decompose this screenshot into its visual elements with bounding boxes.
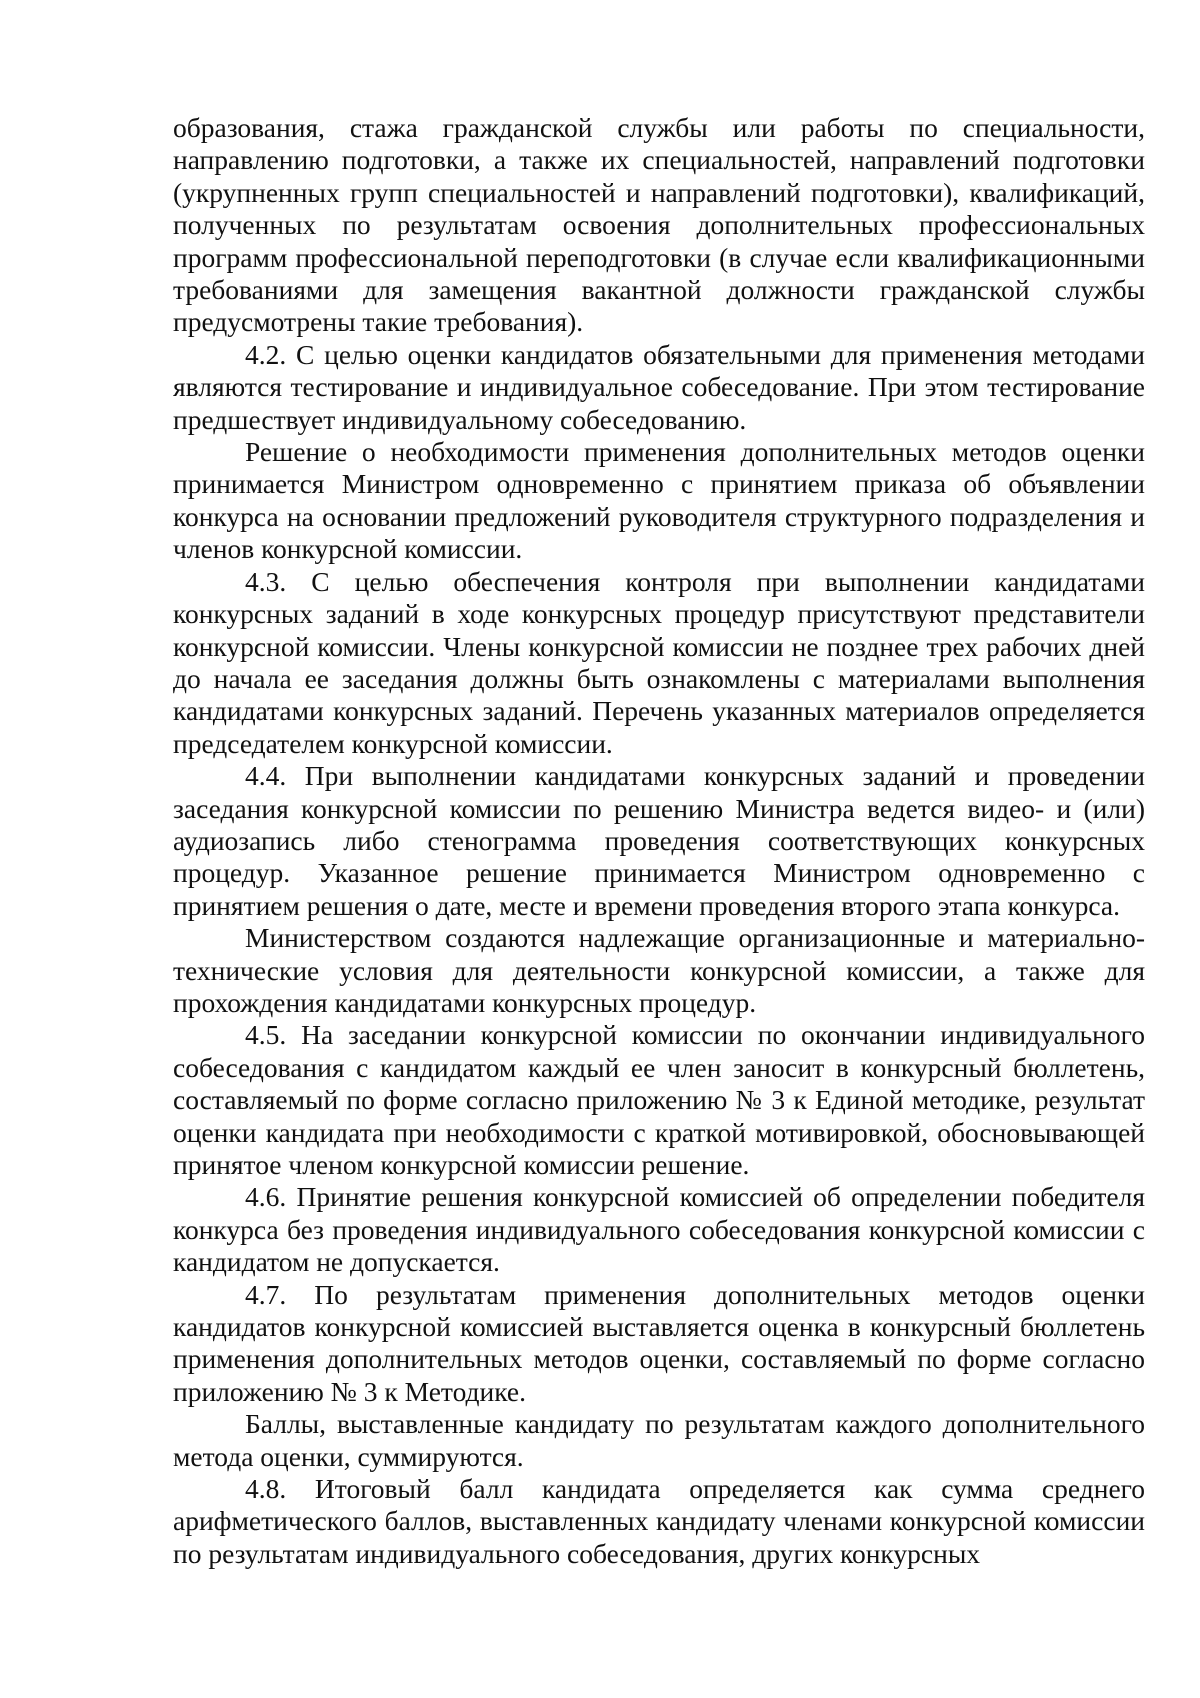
paragraph-4-7: 4.7. По результатам применения дополнительных методов оценки кандидатов конкурсной комиссией выставляется оценка в конкурсный бюллетень применения дополнительных методов оценки, составляемый по форме согласно приложению № 3 к Методике.: [173, 1278, 1145, 1407]
paragraph-4-3: 4.3. С целью обеспечения контроля при выполнении кандидатами конкурсных заданий в ходе конкурсных процедур присутствуют представители конкурсной комиссии. Члены конкурсной комиссии не позднее трех рабочих дней до начала ее заседания должны быть ознакомлены с материалами выполнения кандидатами конкурсных заданий. Перечень указанных материалов определяется председателем конкурсной комиссии.: [173, 565, 1145, 759]
paragraph-4-8: 4.8. Итоговый балл кандидата определяется как сумма среднего арифметического баллов, выставленных кандидату членами конкурсной комиссии по результатам индивидуального собеседования, других конкурсных: [173, 1473, 1145, 1569]
paragraph-4-4: 4.4. При выполнении кандидатами конкурсных заданий и проведении заседания конкурсной комиссии по решению Министра ведется видео- и (или) аудиозапись либо стенограмма проведения соответствующих конкурсных процедур. Указанное решение принимается Министром одновременно с принятием решения о дате, месте и времени проведения второго этапа конкурса.: [173, 760, 1145, 921]
paragraph-continuation: образования, стажа гражданской службы или работы по специальности, направлению подготовки, а также их специальностей, направлений подготовки (укрупненных групп специальностей и направлений подготовки), квалификаций, полученных по результатам освоения дополнительных профессиональных программ профессиональной переподготовки (в случае если квалификационными требованиями для замещения вакантной должности гражданской службы предусмотрены такие требования).: [173, 112, 1145, 338]
paragraph-ministry-conditions: Министерством создаются надлежащие организационные и материально-технические условия для деятельности конкурсной комиссии, а также для прохождения кандидатами конкурсных процедур.: [173, 922, 1145, 1018]
paragraph-4-5: 4.5. На заседании конкурсной комиссии по окончании индивидуального собеседования с кандидатом каждый ее член заносит в конкурсный бюллетень, составляемый по форме согласно приложению № 3 к Единой методике, результат оценки кандидата при необходимости с краткой мотивировкой, обосновывающей принятое членом конкурсной комиссии решение.: [173, 1019, 1145, 1180]
paragraph-4-2: 4.2. С целью оценки кандидатов обязательными для применения методами являются тестирование и индивидуальное собеседование. При этом тестирование предшествует индивидуальному собеседованию.: [173, 338, 1145, 435]
document-body: [173, 112, 1145, 1570]
paragraph-4-6: 4.6. Принятие решения конкурсной комиссией об определении победителя конкурса без проведения индивидуального собеседования конкурсной комиссии с кандидатом не допускается.: [173, 1181, 1145, 1278]
paragraph-additional-methods: Решение о необходимости применения дополнительных методов оценки принимается Министром одновременно с принятием приказа об объявлении конкурса на основании предложений руководителя структурного подразделения и членов конкурсной комиссии.: [173, 436, 1145, 565]
paragraph-points-summed: Баллы, выставленные кандидату по результатам каждого дополнительного метода оценки, суммируются.: [173, 1408, 1145, 1472]
